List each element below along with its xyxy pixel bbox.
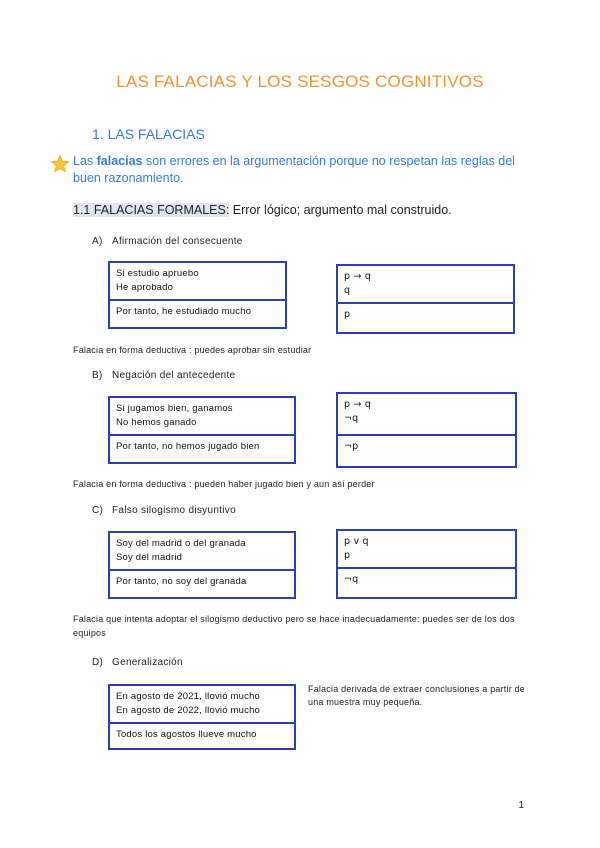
intro-paragraph: Las falacias son errores en la argumentación porque no respetan las reglas del buen razonamiento. xyxy=(73,154,515,185)
case-a-argument-box xyxy=(108,261,287,329)
section-heading: 1. LAS FALACIAS xyxy=(92,126,205,142)
intro-bold-term: falacias xyxy=(96,154,143,168)
case-a-conclusion: Por tanto, he estudiado mucho xyxy=(116,306,252,317)
case-a-heading: A) Afirmación del consecuente xyxy=(92,236,243,247)
case-a-logic-box xyxy=(336,264,515,334)
case-c-note: Falacia que intenta adoptar el silogismo deductivo pero se hace inadecuadamente: puedes ser de los dos equipos xyxy=(73,614,515,638)
case-b-logic-conclusion: ¬p xyxy=(344,441,359,452)
subsection-highlight: 1.1 FALACIAS FORMALES: xyxy=(73,203,230,217)
case-b-heading: B) Negación del antecedente xyxy=(92,370,236,381)
case-d-conclusion: Todos los agostos llueve mucho xyxy=(116,729,257,740)
case-c-logic-box xyxy=(336,529,517,599)
case-c-conclusion: Por tanto, no soy del granada xyxy=(116,576,247,587)
case-b-logic-box xyxy=(336,392,517,468)
case-a-logic-conclusion: p xyxy=(344,309,351,320)
case-d-heading: D) Generalización xyxy=(92,657,183,668)
page-title: LAS FALACIAS Y LOS SESGOS COGNITIVOS xyxy=(116,72,484,91)
case-a-logic-premises: p → q q xyxy=(338,266,513,304)
case-b-note: Falacia en forma deductiva : pueden haber jugado bien y aun así perder xyxy=(73,479,375,489)
case-c-argument-box xyxy=(108,531,296,599)
case-d-argument-box xyxy=(108,684,296,750)
case-d-premises: En agosto de 2021, llovió mucho En agosto de 2022, llovió mucho xyxy=(110,686,294,724)
case-c-premises: Soy del madrid o del granada Soy del madrid xyxy=(110,533,294,571)
case-c-logic-conclusion: ¬q xyxy=(344,574,359,585)
case-b-premises: Si jugamos bien, ganamos No hemos ganado xyxy=(110,398,294,436)
case-c-heading: C) Falso silogismo disyuntivo xyxy=(92,505,236,516)
case-b-logic-premises: p → q ¬q xyxy=(338,394,515,436)
case-b-conclusion: Por tanto, no hemos jugado bien xyxy=(116,441,260,452)
case-c-logic-premises: p v q p xyxy=(338,531,515,569)
case-a-note: Falacia en forma deductiva : puedes aprobar sin estudiar xyxy=(73,345,312,355)
page-number: 1 xyxy=(518,800,524,811)
star-icon xyxy=(50,154,70,174)
case-b-argument-box xyxy=(108,396,296,464)
subsection-heading: 1.1 FALACIAS FORMALES: Error lógico; argumento mal construido. xyxy=(73,203,452,217)
case-a-premises: Si estudio apruebo He aprobado xyxy=(110,263,285,301)
case-d-note: Falacia derivada de extraer conclusiones a partir de una muestra muy pequeña. xyxy=(308,684,526,707)
